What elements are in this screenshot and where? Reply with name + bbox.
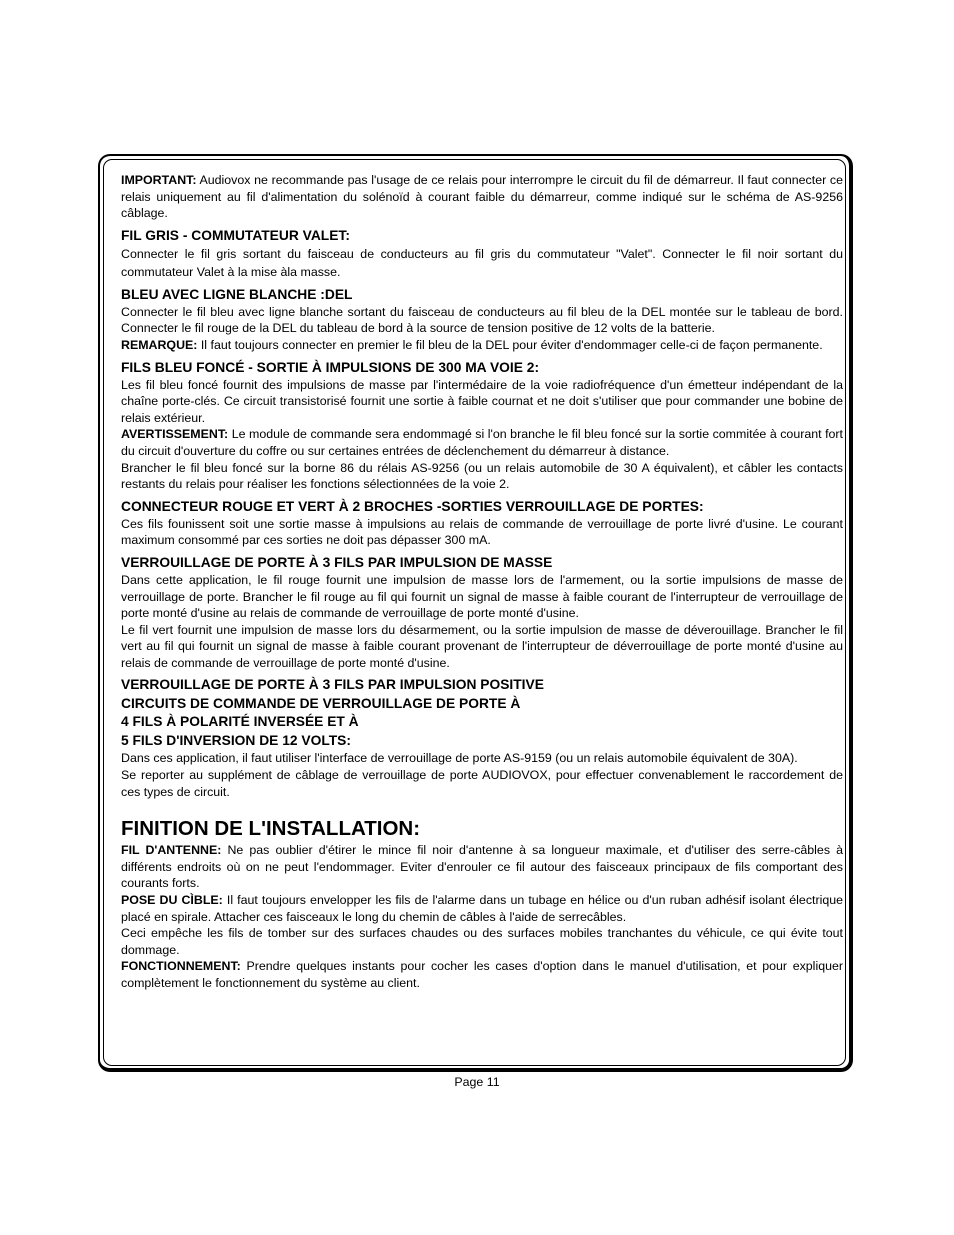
- ground-lock-heading: VERROUILLAGE DE PORTE À 3 FILS PAR IMPULSION DE MASSE: [121, 554, 553, 570]
- important-text: Audiovox ne recommande pas l'usage de ce relais pour interrompre le circuit du fil de démarreur. Il faut connecter ce relais uniquement au fil d'alimentation du solénoïd à courant faible du démarreur, comme indiqué sur le schéma de AS-9256 câblage.: [121, 173, 843, 221]
- cable-paragraph: [121, 892, 843, 925]
- positive-lock-text2: Se reporter au supplément de câblage de verrouillage de porte AUDIOVOX, pour effectuer convenablement le raccordement de ces types de circuit.: [121, 768, 843, 799]
- operation-text: Prendre quelques instants pour cocher les cases d'option dans le manuel d'utilisation, et pour expliquer complètement le fonctionnement du système au client.: [121, 959, 843, 990]
- positive-lock-text: Dans ces application, il faut utiliser l'interface de verrouillage de porte AS-9159 (ou un relais automobile équivalent de 30A).: [121, 751, 798, 766]
- positive-heading-line: 5 FILS D'INVERSION DE 12 VOLTS:: [121, 732, 351, 748]
- del-note-text: Il faut toujours connecter en premier le fil bleu de la DEL pour éviter d'endommager celle-ci de façon permanente.: [197, 337, 823, 352]
- operation-label: FONCTIONNEMENT:: [121, 959, 241, 974]
- channel2-warning: [121, 426, 843, 459]
- del-heading: BLEU AVEC LIGNE BLANCHE :DEL: [121, 286, 353, 302]
- cable-text: Il faut toujours envelopper les fils de l'alarme dans un tubage en hélice ou d'un ruban adhésif isolant électrique placé en spirale. Attacher ces faisceaux le long du chemin de câbles à l'aide de serrecâbles.: [121, 893, 844, 924]
- connector-text: Ces fils founissent soit une sortie masse à impulsions au relais de commande de verrouillage de porte livré d'usine. Le courant maximum consommé par ces sorties ne doit pas dépasser 300 mA.: [121, 516, 843, 548]
- antenna-text: Ne pas oublier d'étirer le mince fil noir d'antenne à sa longueur maximale, et d'utiliser des serre-câbles à différents endroits où on ne peut l'endommager. Eviter d'enrouler ce fil autour des faisceaux principaux de fils comportant des courants forts.: [121, 843, 843, 891]
- valet-heading: FIL GRIS - COMMUTATEUR VALET:: [121, 227, 350, 243]
- channel2-warning-text: Le module de commande sera endommagé si l'on branche le fil bleu foncé sur la sortie commitée à courant fort du circuit d'ouverture du coffre ou sur certaines entrées de déclenchement du démarreur à distance.: [121, 427, 843, 458]
- channel2-text2: Brancher le fil bleu foncé sur la borne 86 du rélais AS-9256 (ou un relais automobile de 30 A équivalent), et câbler les contacts restants du relais pour réaliser les fonctions sélectionnées de la voie 2.: [121, 460, 843, 492]
- ground-lock-text2: Le fil vert fournit une impulsion de masse lors du désarmement, ou la sortie impulsion de masse de déverouillage. Brancher le fil vert au fil qui fournit un signal de masse à faible courant provenant de l'interrupteur de déverrouillage de porte monté d'usine au relais de commande de verrouillage de porte monté d'usine.: [121, 622, 843, 670]
- antenna-paragraph: [121, 842, 843, 892]
- antenna-label: FIL D'ANTENNE:: [121, 843, 222, 858]
- important-label: IMPORTANT:: [121, 173, 197, 187]
- finish-heading: FINITION DE L'INSTALLATION:: [121, 817, 421, 841]
- del-note: [121, 337, 843, 354]
- operation-paragraph: [121, 958, 843, 991]
- ground-lock-text: Dans cette application, le fil rouge fournit une impulsion de masse lors de l'armement, ou la sortie impulsions de masse de verrouillage de porte. Brancher le fil rouge au fil qui fournit un signal de masse à faible courant de l'interrupteur de verrouillage de porte monté d'usine au relais de commande de verrouillage de porte monté d'usine.: [121, 572, 843, 621]
- positive-heading-line: 4 FILS À POLARITÉ INVERSÉE ET À: [121, 714, 359, 730]
- positive-heading-line: VERROUILLAGE DE PORTE À 3 FILS PAR IMPULSION POSITIVE: [121, 677, 544, 693]
- connector-heading: CONNECTEUR ROUGE ET VERT À 2 BROCHES -SORTIES VERROUILLAGE DE PORTES:: [121, 498, 704, 514]
- cable-label: POSE DU CÌBLE:: [121, 893, 223, 908]
- del-note-label: REMARQUE:: [121, 337, 198, 352]
- valet-text: Connecter le fil gris sortant du faisceau de conducteurs au fil gris du commutateur "Valet". Connecter le fil noir sortant du commutateur Valet à la mise àla masse.: [121, 246, 843, 279]
- channel2-text: Les fil bleu foncé fournit des impulsions de masse par l'intermédaire de la voie radiofréquence d'un émetteur indépendant de la chaîne porte-clés. Ce circuit transistorisé fournit une sortie à faible cournat et ne doit s'utiliser que pour commander une bobine de relais extérieur.: [121, 377, 843, 425]
- positive-heading-line: CIRCUITS DE COMMANDE DE VERROUILLAGE DE PORTE À: [121, 695, 521, 711]
- page-number: Page 11: [454, 1075, 500, 1089]
- del-text: Connecter le fil bleu avec ligne blanche sortant du faisceau de conducteurs au fil bleu de la DEL montée sur le tableau de bord. Connecter le fil rouge de la DEL du tableau de bord à la source de tension positive de 12 volts de la batterie.: [121, 304, 843, 336]
- cable-text2: Ceci empêche les fils de tomber sur des surfaces chaudes ou des surfaces mobiles tranchantes du véhicule, ce qui évite tout dommage.: [121, 926, 843, 957]
- positive-lock-heading: [121, 676, 843, 750]
- page-content: [121, 172, 843, 992]
- important-paragraph: [121, 172, 843, 222]
- channel2-warning-label: AVERTISSEMENT:: [121, 427, 229, 442]
- channel2-heading: FILS BLEU FONCÉ - SORTIE À IMPULSIONS DE 300 MA VOIE 2:: [121, 359, 540, 375]
